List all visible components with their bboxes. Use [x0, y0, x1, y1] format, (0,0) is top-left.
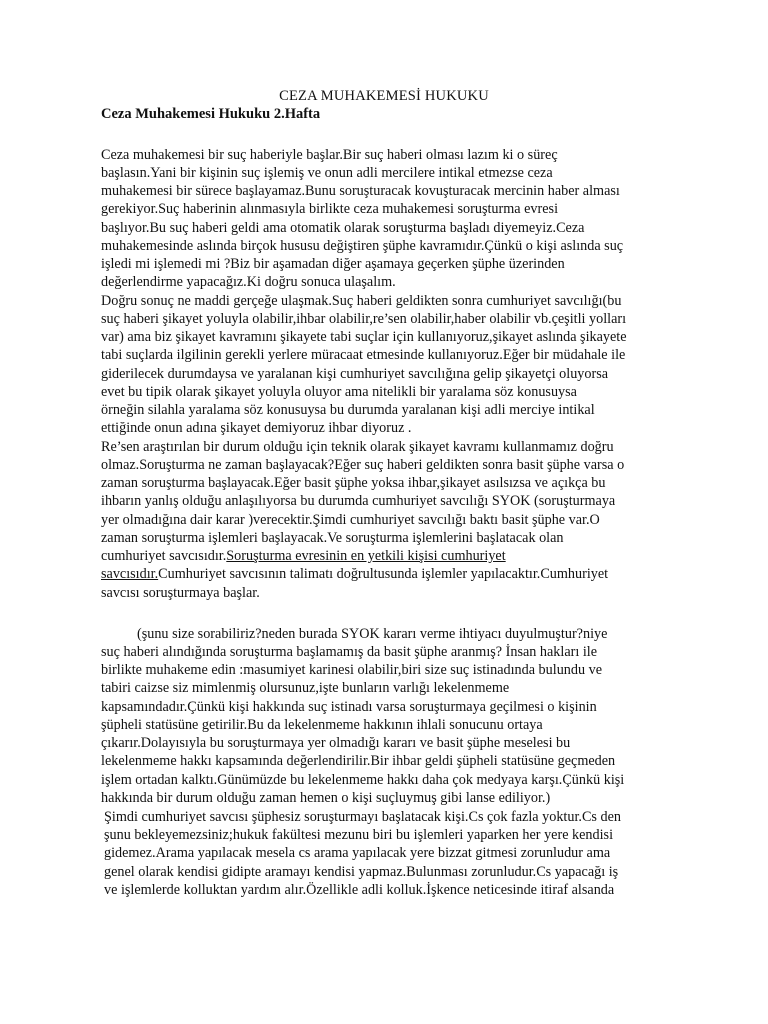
underlined-text: savcısıdır. — [101, 566, 159, 582]
text-segment: Cumhuriyet savcısının talimatı doğrultusunda işlemler yapılacaktır.Cumhuriyet — [158, 566, 609, 582]
text-line: ihbarın yanlış olduğu anlaşılıyorsa bu durumda cumhuriyet savcılığı SYOK (soruşturmaya — [101, 493, 616, 509]
text-line: genel olarak kendisi gidipte aramayı kendisi yapmaz.Bulunması zorunludur.Cs yapacağı iş — [104, 864, 619, 880]
text-line: suç haberi şikayet yoluyla olabilir,ihbar olabilir,re’sen olabilir,haber olabilir vb.çeşitli yolları — [101, 311, 627, 327]
text-line: şüpheli statüsüne getirilir.Bu da lekelenmeme hakkının ihlali sonucunu ortaya — [101, 717, 543, 733]
text-line: olmaz.Soruşturma ne zaman başlayacak?Eğer suç haberi geldikten sonra basit şüphe varsa o — [101, 457, 625, 473]
text-line: gidemez.Arama yapılacak mesela cs arama yapılacak yere bizzat gitmesi zorunludur ama — [104, 845, 611, 861]
text-line: Ceza muhakemesi bir suç haberiyle başlar.Bir suç haberi olması lazım ki o süreç — [101, 147, 558, 163]
text-line: şunu bekleyemezsiniz;hukuk fakültesi mezunu biri bu işlemleri yaparken her yere kendisi — [104, 827, 614, 843]
text-line: Re’sen araştırılan bir durum olduğu için teknik olarak şikayet kavramı kullanmamız doğru — [101, 439, 614, 455]
text-line-with-underline — [101, 565, 608, 583]
text-line: (şunu size sorabiliriz?neden burada SYOK kararı verme ihtiyacı duyulmuştur?niye — [137, 626, 608, 642]
text-line: savcısı soruşturmaya başlar. — [101, 585, 260, 601]
text-line: çıkarır.Dolayısıyla bu soruşturmaya yer olmadığı kararı ve basit şüphe meselesi bu — [101, 735, 571, 751]
text-line: giderilecek durumdaysa ve yaralanan kişi cumhuriyet savcılığına gelip şikayetçi oluyorsa — [101, 366, 609, 382]
text-line: var) ama biz şikayet kavramını şikayete tabi suçlar için kullanıyoruz,şikayet aslında şikayete — [101, 329, 627, 345]
text-segment: cumhuriyet savcısıdır. — [101, 548, 227, 564]
text-line: gerekiyor.Suç haberinin alınmasıyla birlikte ceza muhakemesi soruşturma evresi — [101, 201, 559, 217]
text-line-with-underline — [101, 547, 506, 565]
text-line: Doğru sonuç ne maddi gerçeğe ulaşmak.Suç haberi geldikten sonra cumhuriyet savcılığı(bu — [101, 293, 622, 309]
page-subtitle: Ceza Muhakemesi Hukuku 2.Hafta — [101, 106, 321, 122]
text-line: kapsamındadır.Çünkü kişi hakkında suç istinadı varsa soruşturmaya geçilmesi o kişinin — [101, 699, 597, 715]
text-line: evet bu tipik olarak şikayet yoluyla oluyor ama nitelikli bir yaralama söz konusuysa — [101, 384, 577, 400]
text-line: tabi suçlarda ilgilinin gerekli yerlere müracaat etmesinde kullanıyoruz.Eğer bir müdahale ile — [101, 347, 626, 363]
text-line: zaman soruşturma işlemleri başlayacak.Ve soruşturma işlemlerini başlatacak olan — [101, 530, 564, 546]
text-line: başlasın.Yani bir kişinin suç işlemiş ve onun adli mercilere intikal etmezse ceza — [101, 165, 553, 181]
text-line: yer olmadığına dair karar )verecektir.Şimdi cumhuriyet savcılığı baktı basit şüphe var.O — [101, 512, 600, 528]
text-line: birlikte muhakeme edin :masumiyet karinesi olabilir,biri size suç istinadında bulundu ve — [101, 662, 603, 678]
text-line: Şimdi cumhuriyet savcısı şüphesiz soruşturmayı başlatacak kişi.Cs çok fazla yoktur.Cs den — [104, 809, 621, 825]
text-line: muhakemesinde aslında birçok hususu değiştiren şüphe kavramıdır.Çünkü o kişi aslında suç — [101, 238, 624, 254]
underlined-text: Soruşturma evresinin en yetkili kişisi cumhuriyet — [226, 548, 506, 564]
text-line: muhakemesi bir sürece başlayamaz.Bunu soruşturacak kovuşturacak mercinin haber alması — [101, 183, 620, 199]
text-line: işledi mi işlemedi mi ?Biz bir aşamadan diğer aşamaya geçerken şüphe üzerinden — [101, 256, 565, 272]
text-line: zaman soruşturma başlayacak.Eğer basit şüphe yoksa ihbar,şikayet asılsızsa ve açıkça bu — [101, 475, 606, 491]
text-line: ettiğinde onun adına şikayet demiyoruz ihbar diyoruz . — [101, 420, 412, 436]
text-line: suç haberi alındığında soruşturma başlamamış da basit şüphe aranmış? İnsan hakları ile — [101, 644, 598, 660]
page-title: CEZA MUHAKEMESİ HUKUKU — [279, 88, 489, 104]
text-line: örneğin silahla yaralama söz konusuysa bu durumda yaralanan kişi adli merciye intikal — [101, 402, 595, 418]
text-line: lekelenmeme hakkı kapsamında değerlendirilir.Bir ihbar geldi şüpheli statüsüne geçmeden — [101, 753, 616, 769]
text-line: hakkında bir durum olduğu zaman hemen o kişi suçluymuş gibi lanse ediliyor.) — [101, 790, 551, 806]
text-line: işlem ortadan kalktı.Günümüzde bu lekelenmeme hakkı daha çok medyaya karşı.Çünkü kişi — [101, 772, 625, 788]
text-line: değerlendirme yapacağız.Ki doğru sonuca ulaşalım. — [101, 274, 396, 290]
text-line: tabiri caizse siz mimlenmiş olursunuz,işte bunların varlığı lekelenmeme — [101, 680, 510, 696]
text-line: başlıyor.Bu suç haberi geldi ama otomatik olarak soruşturma başladı diyemeyiz.Ceza — [101, 220, 585, 236]
text-line: ve işlemlerde kolluktan yardım alır.Özellikle adli kolluk.İşkence neticesinde itiraf alsanda — [104, 882, 615, 898]
